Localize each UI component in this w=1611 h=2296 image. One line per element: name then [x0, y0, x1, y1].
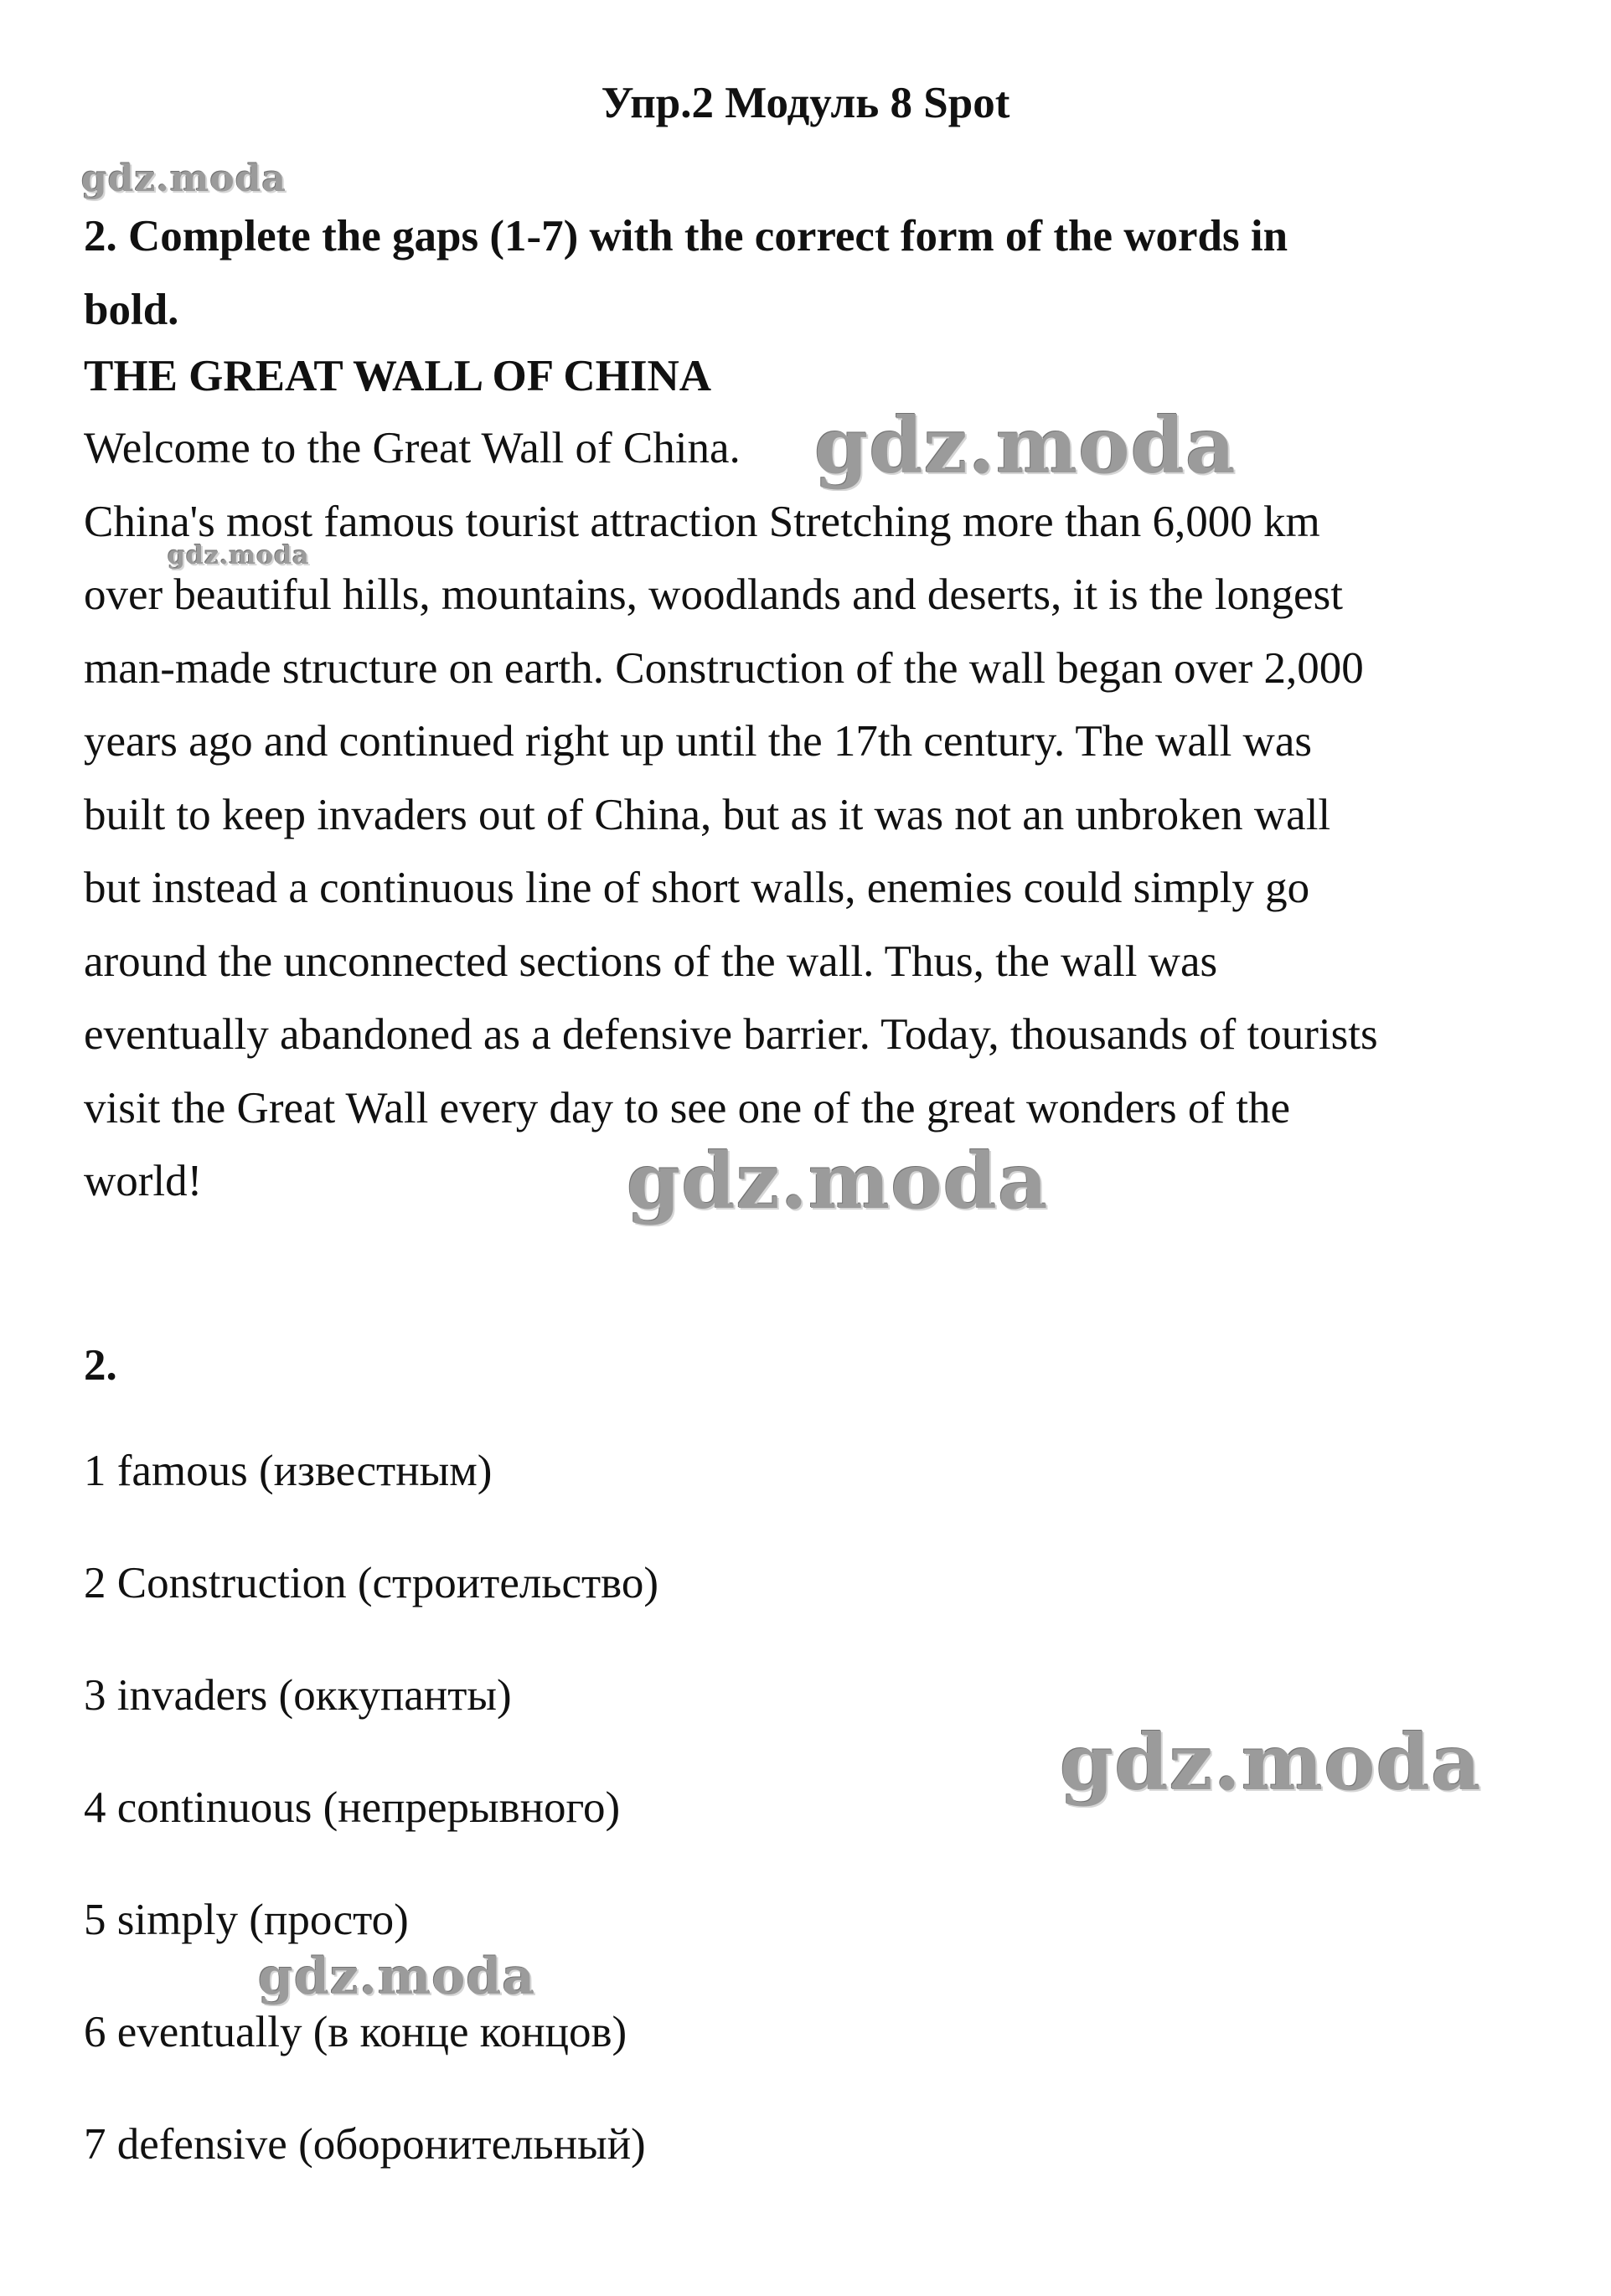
watermark: gdz.moda	[258, 1948, 536, 2006]
answers-list	[84, 1437, 658, 2223]
watermark: gdz.moda	[81, 157, 287, 200]
answer-item: 5 simply (просто)	[84, 1896, 409, 1944]
task-instruction-line-1: 2. Complete the gaps (1-7) with the correct form of the words in	[84, 212, 1288, 261]
answers-heading: 2.	[84, 1341, 117, 1390]
passage-line: man-made structure on earth. Construction of the wall began over 2,000	[84, 643, 1364, 693]
answer-item: 4 continuous (непрерывного)	[84, 1783, 621, 1832]
watermark: gdz.moda	[814, 400, 1237, 491]
passage-line: over beautiful hills, mountains, woodlands and deserts, it is the longest	[84, 570, 1343, 619]
passage-line: years ago and continued right up until the 17th century. The wall was	[84, 717, 1312, 766]
answer-item: 1 famous (известным)	[84, 1447, 493, 1495]
answer-item: 7 defensive (оборонительный)	[84, 2120, 646, 2169]
passage-line: China's most famous tourist attraction Stretching more than 6,000 km	[84, 497, 1320, 546]
passage-line: world!	[84, 1157, 203, 1205]
passage-line: built to keep invaders out of China, but as it was not an unbroken wall	[84, 790, 1331, 839]
passage-text	[84, 412, 1541, 1219]
passage-line: eventually abandoned as a defensive barrier. Today, thousands of tourists	[84, 1010, 1378, 1059]
passage-line: Welcome to the Great Wall of China.	[84, 424, 741, 472]
passage-title: THE GREAT WALL OF CHINA	[84, 352, 712, 400]
passage-line: but instead a continuous line of short walls, enemies could simply go	[84, 864, 1310, 912]
answer-item: 2 Construction (строительство)	[84, 1559, 658, 1607]
task-instruction-line-2: bold.	[84, 286, 179, 334]
answer-item: 6 eventually (в конце концов)	[84, 2008, 627, 2056]
watermark: gdz.moda	[168, 541, 310, 570]
watermark: gdz.moda	[627, 1136, 1049, 1226]
answer-item: 3 invaders (оккупанты)	[84, 1671, 512, 1720]
page-title: Упр.2 Модуль 8 Spot	[601, 79, 1010, 127]
watermark: gdz.moda	[1060, 1717, 1482, 1808]
task-instruction	[84, 199, 1525, 347]
passage-line: visit the Great Wall every day to see one of the great wonders of the	[84, 1083, 1290, 1133]
passage-line: around the unconnected sections of the wall. Thus, the wall was	[84, 936, 1218, 986]
